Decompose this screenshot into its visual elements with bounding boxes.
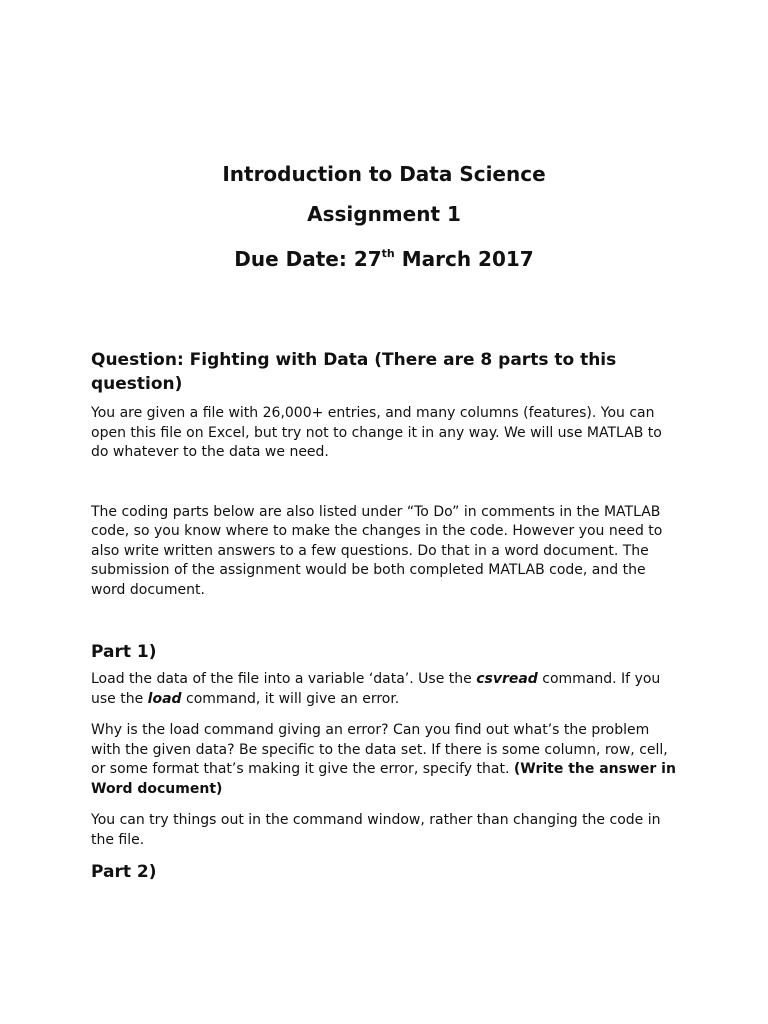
- part-1-instruction: [91, 670, 683, 709]
- due-date: [0, 234, 768, 279]
- csvread-command: csvread: [476, 671, 538, 687]
- title-block: [0, 154, 768, 279]
- due-date-ordinal: th: [381, 247, 395, 260]
- part-1-text-c: command, it will give an error.: [181, 690, 400, 707]
- assignment-label: Assignment 1: [307, 202, 461, 226]
- load-command: load: [147, 690, 182, 707]
- document-body: [91, 348, 683, 884]
- question-heading: Question: Fighting with Data (There are 8 parts to this question): [91, 350, 617, 394]
- part-1-tip: You can try things out in the command window, rather than changing the code in the file.: [91, 812, 661, 848]
- document-title: Introduction to Data Science: [222, 162, 546, 186]
- part-1-text-b: command. If you use the: [91, 671, 661, 707]
- due-date-prefix: Due Date: 27: [234, 247, 382, 271]
- part-1-heading: Part 1): [91, 642, 157, 662]
- question-intro: You are given a file with 26,000+ entries, and many columns (features). You can open this file on Excel, but try not to change it in any way. We will use MATLAB to do whatever to the data we need.: [91, 405, 662, 460]
- part-1-question: [91, 721, 683, 799]
- part-2-heading: Part 2): [91, 862, 157, 882]
- part-1-answer-note: (Write the answer in Word document): [91, 761, 676, 797]
- part-1-text-a: Load the data of the file into a variable ‘data’. Use the: [91, 671, 477, 687]
- coding-note: The coding parts below are also listed under “To Do” in comments in the MATLAB code, so you know where to make the changes in the code. However you need to also write written answers to a few questions. Do that in a word document. The submission of the assignment would be both completed MATLAB code, and the word document.: [91, 503, 663, 598]
- due-date-suffix: March 2017: [394, 247, 534, 271]
- part-1-question-text: Why is the load command giving an error? Can you find out what’s the problem with the given data? Be specific to the data set. If there is some column, row, cell, or some format that’s making it give the error, specify that.: [91, 722, 668, 777]
